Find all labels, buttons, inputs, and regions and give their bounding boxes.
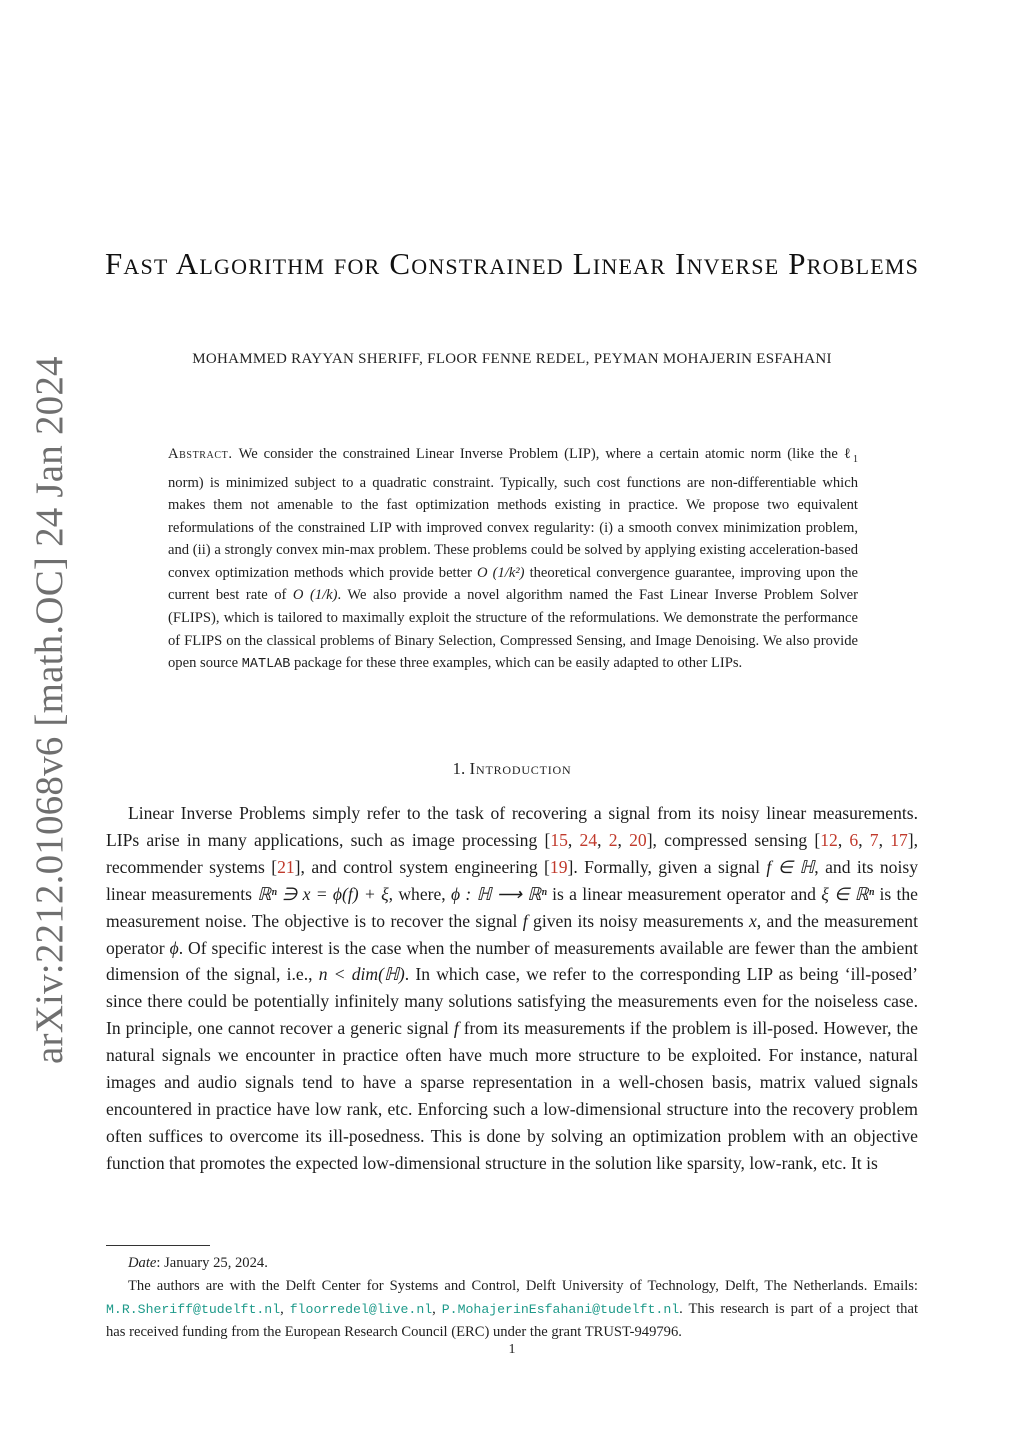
matlab-keyword: MATLAB bbox=[241, 657, 291, 673]
math-expression: ϕ : ℍ ⟶ ℝⁿ bbox=[451, 883, 547, 904]
separator: , bbox=[432, 1300, 442, 1317]
abstract-text-1: We consider the constrained Linear Inverse Problem (LIP), where a certain atomic norm (like the ℓ bbox=[238, 446, 853, 462]
intro-text: . Of specific interest is the case when the number of measurements available are fewer than the ambient dimension of the signal, i.e., bbox=[106, 937, 919, 985]
citation-link[interactable]: 15 bbox=[550, 829, 568, 850]
citation-link[interactable]: 6 bbox=[849, 829, 859, 850]
affiliation-footnote bbox=[106, 1275, 918, 1344]
intro-text: ], and control system engineering [ bbox=[294, 856, 550, 877]
date-footnote bbox=[106, 1252, 918, 1275]
arxiv-identifier: arXiv:2212.01068v6 [math.OC] 24 Jan 2024 bbox=[28, 356, 71, 1064]
affiliation-text: The authors are with the Delft Center for Systems and Control, Delft University of Technology, Delft, The Netherlands. Emails: bbox=[128, 1277, 918, 1294]
math-expression: f bbox=[522, 910, 528, 931]
intro-text: ], recommender systems [ bbox=[106, 829, 919, 877]
intro-text: given its noisy measurements bbox=[527, 910, 749, 931]
email-link-redel[interactable]: floorredel@live.nl bbox=[289, 1301, 433, 1317]
intro-text: from its measurements if the problem is ill-posed. However, the natural signals we encounter in practice often have much more structure to be exploited. For instance, natural images and audio signals tend to have a sparse representation in a well-chosen basis, matrix valued signals encountered in practice have low rank, etc. Enforcing such a low-dimensional structure into the recovery problem often suffices to overcome its ill-posedness. This is done by solving an optimization problem with an objective function that promotes the expected low-dimensional structure in the solution like sparsity, low-rank, etc. It is bbox=[106, 1018, 918, 1173]
abstract-label: Abstract. bbox=[168, 446, 233, 462]
citation-link[interactable]: 17 bbox=[890, 829, 908, 850]
intro-text: Linear Inverse Problems simply refer to the task of recovering a signal from its noisy linear measurements. LIPs arise in many applications, such as image processing [ bbox=[106, 803, 918, 850]
date-label: Date bbox=[128, 1255, 157, 1271]
intro-text: , and its noisy linear measurements bbox=[106, 856, 919, 904]
abstract-text-4: . We also provide a novel algorithm named the Fast Linear Inverse Problem Solver (FLIPS), which is tailored to maximally exploit the structure of the reformulations. We demonstrate the performance of FLIPS on the classical problems of Binary Selection, Compressed Sensing, and Image Denoising. We also provide open source bbox=[168, 587, 858, 672]
footnotes bbox=[106, 1252, 918, 1344]
math-expression: ϕ bbox=[169, 937, 179, 958]
intro-text: , where, bbox=[388, 883, 451, 904]
math-expression: f ∈ ℍ bbox=[766, 856, 815, 877]
citation-link[interactable]: 12 bbox=[820, 829, 838, 850]
intro-text: , and the measurement operator bbox=[106, 910, 918, 958]
citation-link[interactable]: 21 bbox=[277, 856, 295, 877]
author-list: MOHAMMED RAYYAN SHERIFF, FLOOR FENNE REDEL, PEYMAN MOHAJERIN ESFAHANI bbox=[192, 351, 832, 367]
math-expression: x bbox=[748, 910, 757, 931]
date-value: : January 25, 2024. bbox=[156, 1255, 268, 1271]
paper-title: Fast Algorithm for Constrained Linear Inverse Problems bbox=[104, 246, 920, 281]
citation-link[interactable]: 19 bbox=[549, 856, 568, 877]
intro-text: is the measurement noise. The objective is to recover the signal bbox=[106, 883, 918, 931]
page-number: 1 bbox=[508, 1342, 516, 1357]
citation-link[interactable]: 20 bbox=[629, 829, 647, 850]
citation-link[interactable]: 7 bbox=[869, 829, 879, 850]
email-link-sheriff[interactable]: M.R.Sheriff@tudelft.nl bbox=[106, 1301, 281, 1317]
intro-text: ]. Formally, given a signal bbox=[567, 856, 767, 877]
intro-text: . In which case, we refer to the corresponding LIP as being ‘ill-posed’ since there could be potentially infinitely many solutions satisfying the measurements even for the noiseless case. In principle, one cannot recover a generic signal bbox=[106, 964, 918, 1039]
section-title: Introduction bbox=[469, 759, 572, 778]
intro-paragraph: Linear Inverse Problems simply refer to the task of recovering a signal from its noisy linear measurements. LIPs arise in many applications, such as image processing [15, 24, 2, 20], compressed sensing [12, 6, 7, 17], recommender systems [21], and control system engineering [19]. Formally, given a signal f ∈ ℍ, and its noisy linear measurements ℝⁿ ∋ x = ϕ(f) + ξ, where, ϕ : ℍ ⟶ ℝⁿ is a linear measurement operator and ξ ∈ ℝⁿ is the measurement noise. The objective is to recover the signal f given its noisy measurements x, and the measurement operator ϕ. Of specific interest is the case when the number of measurements available are fewer than the ambient dimension of the signal, i.e., n < dim(ℍ). In which case, we refer to the corresponding LIP as being ‘ill-posed’ since there could be potentially infinitely many solutions satisfying the measurements even for the noiseless case. In principle, one cannot recover a generic signal f from its measurements if the problem is ill-posed. However, the natural signals we encounter in practice often have much more structure to be exploited. For instance, natural images and audio signals tend to have a sparse representation in a well-chosen basis, matrix valued signals encountered in practice have low rank, etc. Enforcing such a low-dimensional structure into the recovery problem often suffices to overcome its ill-posedness. This is done by solving an optimization problem with an objective function that promotes the expected low-dimensional structure in the solution like sparsity, low-rank, etc. It is bbox=[106, 803, 919, 1173]
abstract-text-2: norm) is minimized subject to a quadratic constraint. Typically, such cost functions are non-differentiable which makes them not amenable to the fast optimization methods existing in practice. We propose two equivalent reformulations of the constrained LIP with improved convex regularity: (i) a smooth convex minimization problem, and (ii) a strongly convex min-max problem. These problems could be solved by applying existing acceleration-based convex optimization methods which provide better bbox=[168, 474, 858, 581]
abstract-text-3: theoretical convergence guarantee, improving upon the current best rate of bbox=[168, 564, 858, 604]
intro-text: is a linear measurement operator and bbox=[546, 883, 822, 904]
rate-slow: O (1/k) bbox=[292, 587, 338, 604]
math-expression: ℝⁿ ∋ x = ϕ(f) + ξ bbox=[257, 883, 389, 904]
abstract-subscript: 1 bbox=[853, 453, 858, 465]
rate-fast: O (1/k²) bbox=[477, 564, 525, 581]
section-number: 1. bbox=[452, 759, 466, 778]
abstract-text-5: package for these three examples, which can be easily adapted to other LIPs. bbox=[290, 655, 743, 672]
funding-text: . This research is part of a project that has received funding from the European Research Council (ERC) under the grant TRUST-949796. bbox=[106, 1300, 919, 1341]
section-heading bbox=[100, 759, 924, 779]
citation-link[interactable]: 2 bbox=[608, 829, 618, 850]
intro-text: ], compressed sensing [ bbox=[646, 829, 821, 850]
footnote-rule bbox=[106, 1245, 210, 1246]
math-expression: ξ ∈ ℝⁿ bbox=[821, 883, 875, 904]
separator: , bbox=[280, 1300, 290, 1317]
math-expression: n < dim(ℍ) bbox=[318, 964, 405, 985]
citation-link[interactable]: 24 bbox=[579, 829, 598, 850]
math-expression: f bbox=[453, 1018, 459, 1039]
email-link-esfahani[interactable]: P.MohajerinEsfahani@tudelft.nl bbox=[441, 1301, 680, 1317]
abstract bbox=[168, 443, 858, 677]
